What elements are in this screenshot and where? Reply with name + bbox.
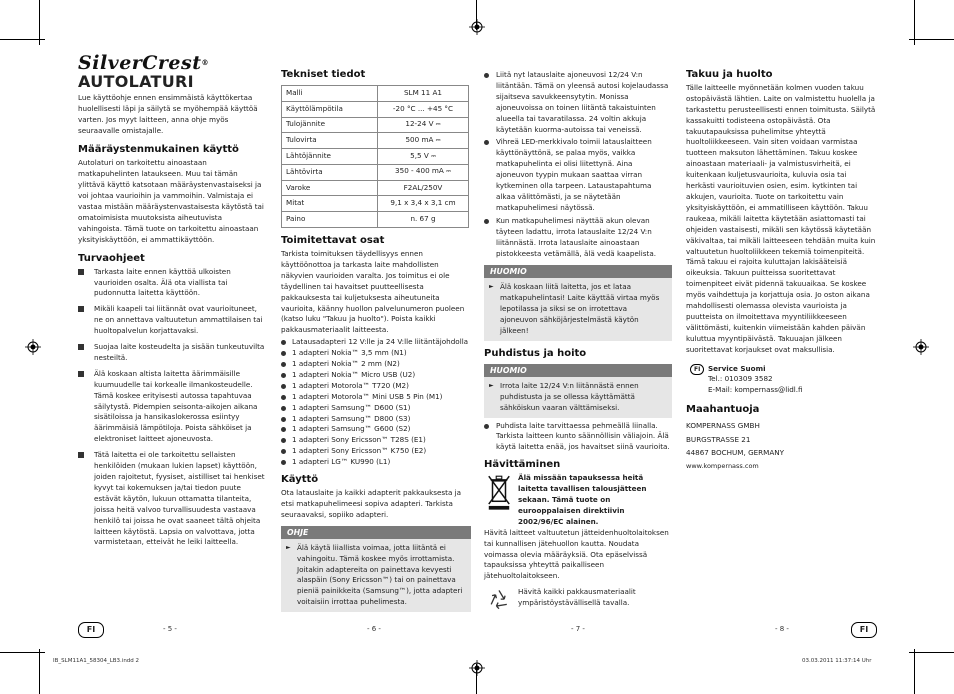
list-item: 1 adapteri Samsung™ D800 (S3) [281, 414, 471, 425]
recycle-icon [486, 587, 512, 613]
dc-symbol-icon: ⎓ [431, 152, 436, 160]
service-block [686, 364, 876, 397]
crop-mark [0, 39, 45, 40]
list-item: 1 adapteri Sony Ericsson™ T28S (E1) [281, 435, 471, 446]
country-badge: FI [690, 364, 704, 375]
section-heading-warranty: Takuu ja huolto [686, 69, 773, 80]
square-bullet-icon [78, 452, 84, 458]
table-row: Malli SLM 11 A1 [282, 85, 469, 101]
intended-use-paragraph: Autolaturi on tarkoitettu ainoastaan matkapuhelinten lataukseen. Muu tai tämän ylittävä käyttö katsotaan määräystenvastaiseksi ja voi johtaa vaurioihin ja vammoihin. Valmistaja ei vastaa mistään määräystenvastaisesta käytöstä tai omatoimisista muutoksista aiheutuvista vahingoista. Tämä tuote on tarkoitettu ainoastaan yksityiskäyttöön, ei ammattikäyttöön. [78, 158, 264, 244]
arrow-bullet-icon: ► [489, 283, 494, 291]
dc-symbol-icon: ⎓ [435, 120, 441, 128]
list-item: 1 adapteri Samsung™ D600 (S1) [281, 403, 471, 414]
square-bullet-icon [78, 269, 84, 275]
weee-warning: Älä missään tapauksessa heitä laitetta tavallisen talousjätteen sekaan. Tämä tuote on eurooppalaisen direktiivin 2002/96/EC alainen. [518, 473, 647, 526]
service-phone: Tel.: 010309 3582 [708, 374, 773, 384]
dc-symbol-icon: ⎓ [446, 168, 451, 176]
list-item: Vihreä LED-merkkivalo toimii latauslaitteen käyttönäyttönä, se palaa myös, vaikka matkapuhelinta ei olisi liitettynä. Aina ajoneuvon tyypin mukaan saattaa virran kytkeminen olla tarpeen. Lataustapahtuma alkaa välittömästi, ja se näytetään matkapuhelimesi näytössä. [484, 137, 672, 213]
service-email: E-Mail: kompernass@lidl.fi [708, 385, 803, 395]
warning-box: HUOMIO ► Irrota laite 12/24 V:n liitännästä ennen puhdistusta ja se ollessa käyttämättä sähköiskun vaaran välttämiseksi. [484, 364, 672, 418]
round-bullet-icon [281, 373, 286, 378]
page-number: - 6 - [367, 625, 381, 633]
square-bullet-icon [78, 344, 84, 350]
round-bullet-icon [281, 406, 286, 411]
round-bullet-icon [484, 219, 489, 224]
round-bullet-icon [281, 427, 286, 432]
list-item: Suojaa laite kosteudelta ja sisään tunkeutuvilta nesteiltä. [78, 342, 266, 364]
page-number: - 8 - [775, 625, 789, 633]
spec-table [281, 85, 469, 228]
list-item: 1 adapteri Nokia™ 2 mm (N2) [281, 359, 471, 370]
disposal-paragraph: Hävitä laitteet valtuutetun jätteidenhuoltolaitoksen tai kunnallisen jätehuollon kautta. Noudata voimassa olevia määräyksiä. Ota epäselvissä tapauksissa yhteyttä paikalliseen jätehuoltolaitokseen. [484, 527, 669, 581]
list-item: 1 adapteri Sony Ericsson™ K750 (E2) [281, 446, 471, 457]
section-heading-disposal: Hävittäminen [484, 459, 561, 471]
list-item: 1 adapteri LG™ KU990 (L1) [281, 457, 471, 468]
weee-block [484, 473, 672, 528]
product-title: AUTOLATURI [78, 72, 194, 91]
language-badge-left: FI [78, 622, 104, 638]
square-bullet-icon [78, 371, 84, 377]
list-item: Mikäli kaapeli tai liitännät ovat vaurioituneet, ne on annettava valtuutetun ammattilaisen tai huoltopalvelun korjattavaksi. [78, 304, 266, 337]
parts-list [281, 337, 471, 468]
round-bullet-icon [281, 351, 286, 356]
service-label: Service Suomi [708, 363, 766, 373]
round-bullet-icon [281, 340, 286, 345]
list-item: Puhdista laite tarvittaessa pehmeällä liinalla. Tarkista laitteen kunto säännöllisin väliajoin. Älä käytä laitetta enää, jos havaitset siinä vaurioita. [484, 421, 672, 454]
list-item: Latausadapteri 12 V:lle ja 24 V:lle liitäntäjohdolla [281, 337, 471, 348]
arrow-bullet-icon: ► [489, 381, 494, 389]
round-bullet-icon [281, 449, 286, 454]
column-4 [686, 70, 876, 473]
list-item: 1 adapteri Motorola™ Mini USB 5 Pin (M1) [281, 392, 471, 403]
table-row: Paino n. 67 g [282, 212, 469, 228]
table-row: Käyttölämpötila -20 °C ... +45 °C [282, 101, 469, 117]
language-badge-right: FI [851, 622, 877, 638]
round-bullet-icon [281, 395, 286, 400]
crop-mark [909, 39, 954, 40]
square-bullet-icon [78, 306, 84, 312]
note-label: OHJE [281, 526, 471, 539]
section-heading-safety: Turvaohjeet [78, 252, 145, 264]
safety-list [78, 267, 266, 549]
date-info: 03.03.2011 11:37:14 Uhr [802, 658, 872, 664]
crop-mark [909, 652, 954, 653]
round-bullet-icon [281, 384, 286, 389]
list-item: Tätä laitetta ei ole tarkoitettu sellaisten henkilöiden (mukaan lukien lapset) käyttöön, joiden rajoitetut, fyysiset, aistilliset tai henkiset kyvyt tai kokemuksen ja/tai tiedon puute estävät käytön, lukuun ottamatta tilanteita, joissa heitä valvoo turvallisuudesta vastaava henkilö tai joissa he ovat saaneet tältä ohjeita laitteen käytöstä. Lapsia on valvottava, jotta varmistetaan, etteivät he leiki laitteella. [78, 450, 266, 548]
page-number: - 7 - [571, 625, 585, 633]
intro-paragraph: Lue käyttöohje ennen ensimmäistä käyttökertaa huolellisesti läpi ja säilytä se myöhempää käyttöä varten. Jos myyt laitteen, anna ohje myös seuraavalle omistajalle. [78, 92, 258, 135]
list-item: 1 adapteri Motorola™ T720 (M2) [281, 381, 471, 392]
list-item: 1 adapteri Samsung™ G600 (S2) [281, 424, 471, 435]
round-bullet-icon [281, 362, 286, 367]
list-item: Tarkasta laite ennen käyttöä ulkoisten vaurioiden osalta. Älä ota viallista tai pudonnutta laitetta käyttöön. [78, 267, 266, 300]
section-heading-intended-use: Määräystenmukainen käyttö [78, 143, 239, 155]
registration-mark-icon [913, 339, 929, 355]
table-row: Mitat 9,1 x 3,4 x 3,1 cm [282, 196, 469, 212]
section-heading-manufacturer: Maahantuoja [686, 404, 760, 416]
crop-mark [0, 652, 45, 653]
list-item: 1 adapteri Nokia™ Micro USB (U2) [281, 370, 471, 381]
table-row: Lähtöjännite 5,5 V ⎓ [282, 149, 469, 165]
round-bullet-icon [484, 140, 489, 145]
round-bullet-icon [281, 417, 286, 422]
warranty-paragraph: Tälle laitteelle myönnetään kolmen vuoden takuu ostopäivästä lähtien. Laite on valmistettu huolella ja tarkastettu perusteellisesti ennen toimitusta. Säilytä kassakuitti todisteena ostopäivästä. Ota takuutapauksissa puhelimitse yhteyttä huoltoliikkeeseen. Vain siten voidaan varmistaa tuotteen maksuton lähettäminen. Takuu koskee ainoastaan materiaali- ja valmistusvirheitä, ei kuitenkaan kuljetusvaurioita, kuluvia osia tai herkästi vaurioituvien osien, esim. kytkinten tai akkujen, vaurioita. Tuote on tarkoitettu vain yksityiskäyttöön, ei ammatilliseen käyttöön. Takuu raukeaa, mikäli laitetta käytetään asiattomasti tai ohjeiden vastaisesti, mikäli sen käytössä käytetään väkivaltaa, tai mikäli laitteeseen tehdään muita kuin valtuutetun huoltoliikkeen tekemiä toimenpiteitä. Tämä takuu ei rajoita kuluttajan lakisääteisiä oikeuksia. Takuun puitteissa suoritettavat toimenpiteet eivät pidennä takuuaikaa. Se koskee myös vaihdettuja ja korjattuja osia. Jo oston aikana mahdollisesti olemassa olevista vaurioista ja puutteista on ilmoitettava myyntiliikkeeseen välittömästi, kuitenkin viimeistään kahden päivän kuluttua myyntipäivästä. Takuuajan jälkeen suoritettavat korjaukset ovat maksullisia. [686, 82, 876, 354]
note-box: OHJE ► Älä käytä liiallista voimaa, jotta liitäntä ei vahingoitu. Tämä koskee myös irrottamista. Joitakin adaptereita on painettava kevyesti alaspäin (Sony Ericsson™) tai on painettava pieniä painikkeita (Samsung™), jotta adapteri voitaisiin irrottaa puhelimesta. [281, 526, 471, 612]
list-item: Kun matkapuhelimesi näyttää akun olevan täyteen ladattu, irrota latauslaite 12/24 V:n liitännästä. Irrota latauslaite ainoastaan pistokkeesta vetämällä, älä vedä kaapelista. [484, 216, 672, 260]
round-bullet-icon [281, 460, 286, 465]
page-number: - 5 - [163, 625, 177, 633]
section-heading-delivery: Toimitettavat osat [281, 235, 385, 247]
manufacturer-address: KOMPERNASS GMBH BURGSTRASSE 21 44867 BOCHUM, GERMANY www.kompernass.com [686, 421, 785, 470]
round-bullet-icon [281, 438, 286, 443]
usage-paragraph: Ota latauslaite ja kaikki adapterit pakkauksesta ja etsi matkapuhelimeesi sopiva adapteri. Tarkista seuraavaksi, sopiiko adapteri. [281, 488, 462, 519]
crossed-bin-icon [486, 473, 512, 511]
list-item: Älä koskaan altista laitetta äärimmäisille kuumuudelle tai korkealle ilmankosteudelle. Tämä koskee erityisesti autossa tapahtuvaa säilytystä. Pidempien seisonta-aikojen aikana sisätiloissa ja hansikaslokerossa esiintyy äärimmäisiä lämpötiloja. Poista sähköiset ja elektroniset laitteet ajoneuvosta. [78, 369, 266, 445]
warning-label: HUOMIO [484, 265, 672, 278]
crop-mark [39, 649, 40, 694]
registration-mark-icon [25, 339, 41, 355]
warning-label: HUOMIO [484, 364, 672, 377]
round-bullet-icon [484, 73, 489, 78]
arrow-bullet-icon: ► [286, 543, 291, 551]
round-bullet-icon [484, 424, 489, 429]
section-heading-specs: Tekniset tiedot [281, 69, 366, 80]
table-row: Tulovirta 500 mA ⎓ [282, 133, 469, 149]
silvercrest-logo: SilverCrest® [78, 52, 209, 74]
column-3 [484, 70, 672, 617]
table-row: Varoke F2AL/250V [282, 180, 469, 196]
table-row: Tulojännite 12-24 V ⎓ [282, 117, 469, 133]
registration-mark-icon [469, 19, 485, 35]
section-heading-cleaning: Puhdistus ja hoito [484, 347, 587, 359]
list-item: 1 adapteri Nokia™ 3,5 mm (N1) [281, 348, 471, 359]
recycle-block [484, 587, 672, 617]
list-item: Liitä nyt latauslaite ajoneuvosi 12/24 V:n liitäntään. Tämä on yleensä autosi kojelaudassa sijaitseva savukkeensytytin. Monissa ajoneuvoissa on toinen liitäntä takaistuinten alueella tai tavaratilassa. 24 voltin akkuja käytetään kuorma-autoissa tai veneissä. [484, 70, 672, 135]
dc-symbol-icon: ⎓ [435, 136, 441, 144]
column-2 [281, 70, 471, 612]
registration-mark-icon [469, 660, 485, 676]
delivery-paragraph: Tarkista toimituksen täydellisyys ennen käyttöönottoa ja tarkasta laite mahdollisten näkyvien vaurioiden varalta. Jos toimitus ei ole täydellinen tai havaitset puutteellisesta pakkauksesta tai kuljetuksesta aiheutuneita vaurioita, käänny huollon palvelunumeron puoleen (katso luku "Takuu ja huolto"). Poista kaikki pakkausmateriaalit laitteesta. [281, 248, 465, 335]
warning-box: HUOMIO ► Älä koskaan liitä laitetta, jos et lataa matkapuhelintasi! Laite käyttää virtaa myös lepotilassa ja siksi se on irrotettava ajoneuvon sähköjärjestelmästä käytön jälkeen! [484, 265, 672, 341]
file-info: IB_SLM11A1_58304_LB3.indd 2 [53, 658, 140, 664]
crop-mark [914, 649, 915, 694]
column-1 [78, 52, 266, 548]
section-heading-usage: Käyttö [281, 474, 319, 486]
recycle-paragraph: Hävitä kaikki pakkausmateriaalit ympäristöystävällisellä tavalla. [518, 587, 636, 608]
table-row: Lähtövirta 350 - 400 mA ⎓ [282, 164, 469, 180]
